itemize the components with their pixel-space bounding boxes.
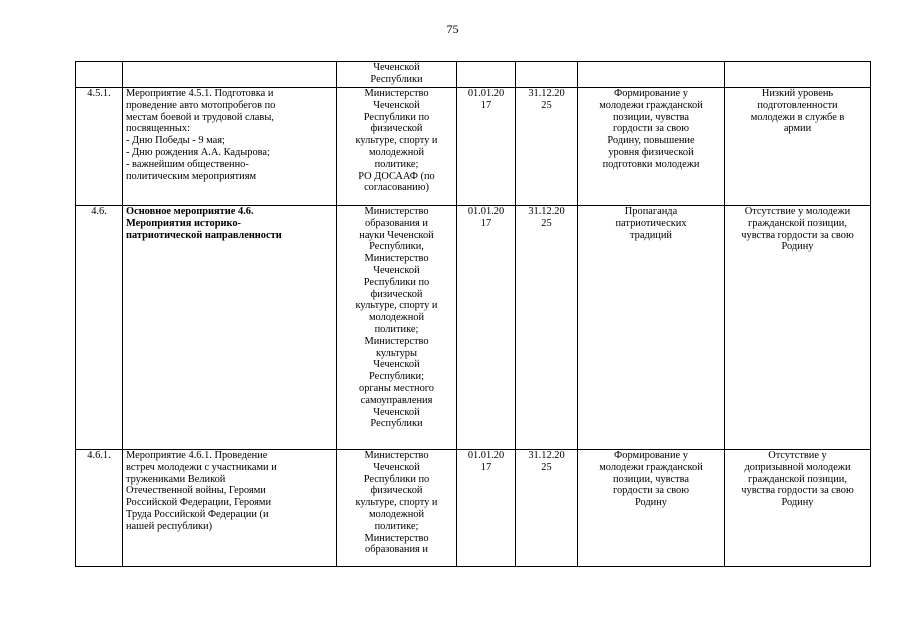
end-date-cell: 31.12.20 25 (516, 450, 578, 567)
page-number: 75 (446, 22, 459, 36)
table-row (76, 206, 871, 450)
activity-name-cell (123, 62, 337, 88)
end-date-cell (516, 62, 578, 88)
start-date-cell: 01.01.20 17 (457, 450, 516, 567)
consequence-cell (725, 62, 871, 88)
activity-name-cell: Основное мероприятие 4.6. Мероприятия историко- патриотической направленности (123, 206, 337, 450)
activity-name-cell: Мероприятие 4.6.1. Проведение встреч молодежи с участниками и тружениками Великой Отечественной войны, Героями Российской Федерации, Героями Труда Российской Федерации (и нашей республики) (123, 450, 337, 567)
end-date-cell: 31.12.20 25 (516, 206, 578, 450)
row-number-cell: 4.6. (76, 206, 123, 450)
table-row (76, 88, 871, 206)
expected-result-cell: Формирование у молодежи гражданской позиции, чувства гордости за свою Родину, повышение уровня физической подготовки молодежи (578, 88, 725, 206)
row-number-cell: 4.5.1. (76, 88, 123, 206)
row-number-cell (76, 62, 123, 88)
start-date-cell: 01.01.20 17 (457, 88, 516, 206)
executors-cell: Министерство Чеченской Республики по физической культуре, спорту и молодежной политике; Министерство образования и (337, 450, 457, 567)
executors-cell: Министерство Чеченской Республики по физической культуре, спорту и молодежной политике; РО ДОСААФ (по согласованию) (337, 88, 457, 206)
table-row (76, 62, 871, 88)
consequence-cell: Отсутствие у молодежи гражданской позиции, чувства гордости за свою Родину (725, 206, 871, 450)
table-row (76, 450, 871, 567)
consequence-cell: Низкий уровень подготовленности молодежи в службе в армии (725, 88, 871, 206)
expected-result-cell (578, 62, 725, 88)
executors-cell: Чеченской Республики (337, 62, 457, 88)
start-date-cell: 01.01.20 17 (457, 206, 516, 450)
expected-result-cell: Пропаганда патриотических традиций (578, 206, 725, 450)
end-date-cell: 31.12.20 25 (516, 88, 578, 206)
executors-cell: Министерство образования и науки Чеченской Республики, Министерство Чеченской Республики по физической культуре, спорту и молодежной политике; Министерство культуры Чеченской Республики; органы местного самоуправления Чеченской Республики (337, 206, 457, 450)
activity-name-cell: Мероприятие 4.5.1. Подготовка и проведение авто мотопробегов по местам боевой и трудовой славы, посвященных: - Дню Победы - 9 мая; - Дню рождения А.А. Кадырова; - важнейшим общественно- политическим мероприятиям (123, 88, 337, 206)
program-table (75, 61, 871, 567)
expected-result-cell: Формирование у молодежи гражданской позиции, чувства гордости за свою Родину (578, 450, 725, 567)
start-date-cell (457, 62, 516, 88)
consequence-cell: Отсутствие у допризывной молодежи гражданской позиции, чувства гордости за свою Родину (725, 450, 871, 567)
row-number-cell: 4.6.1. (76, 450, 123, 567)
